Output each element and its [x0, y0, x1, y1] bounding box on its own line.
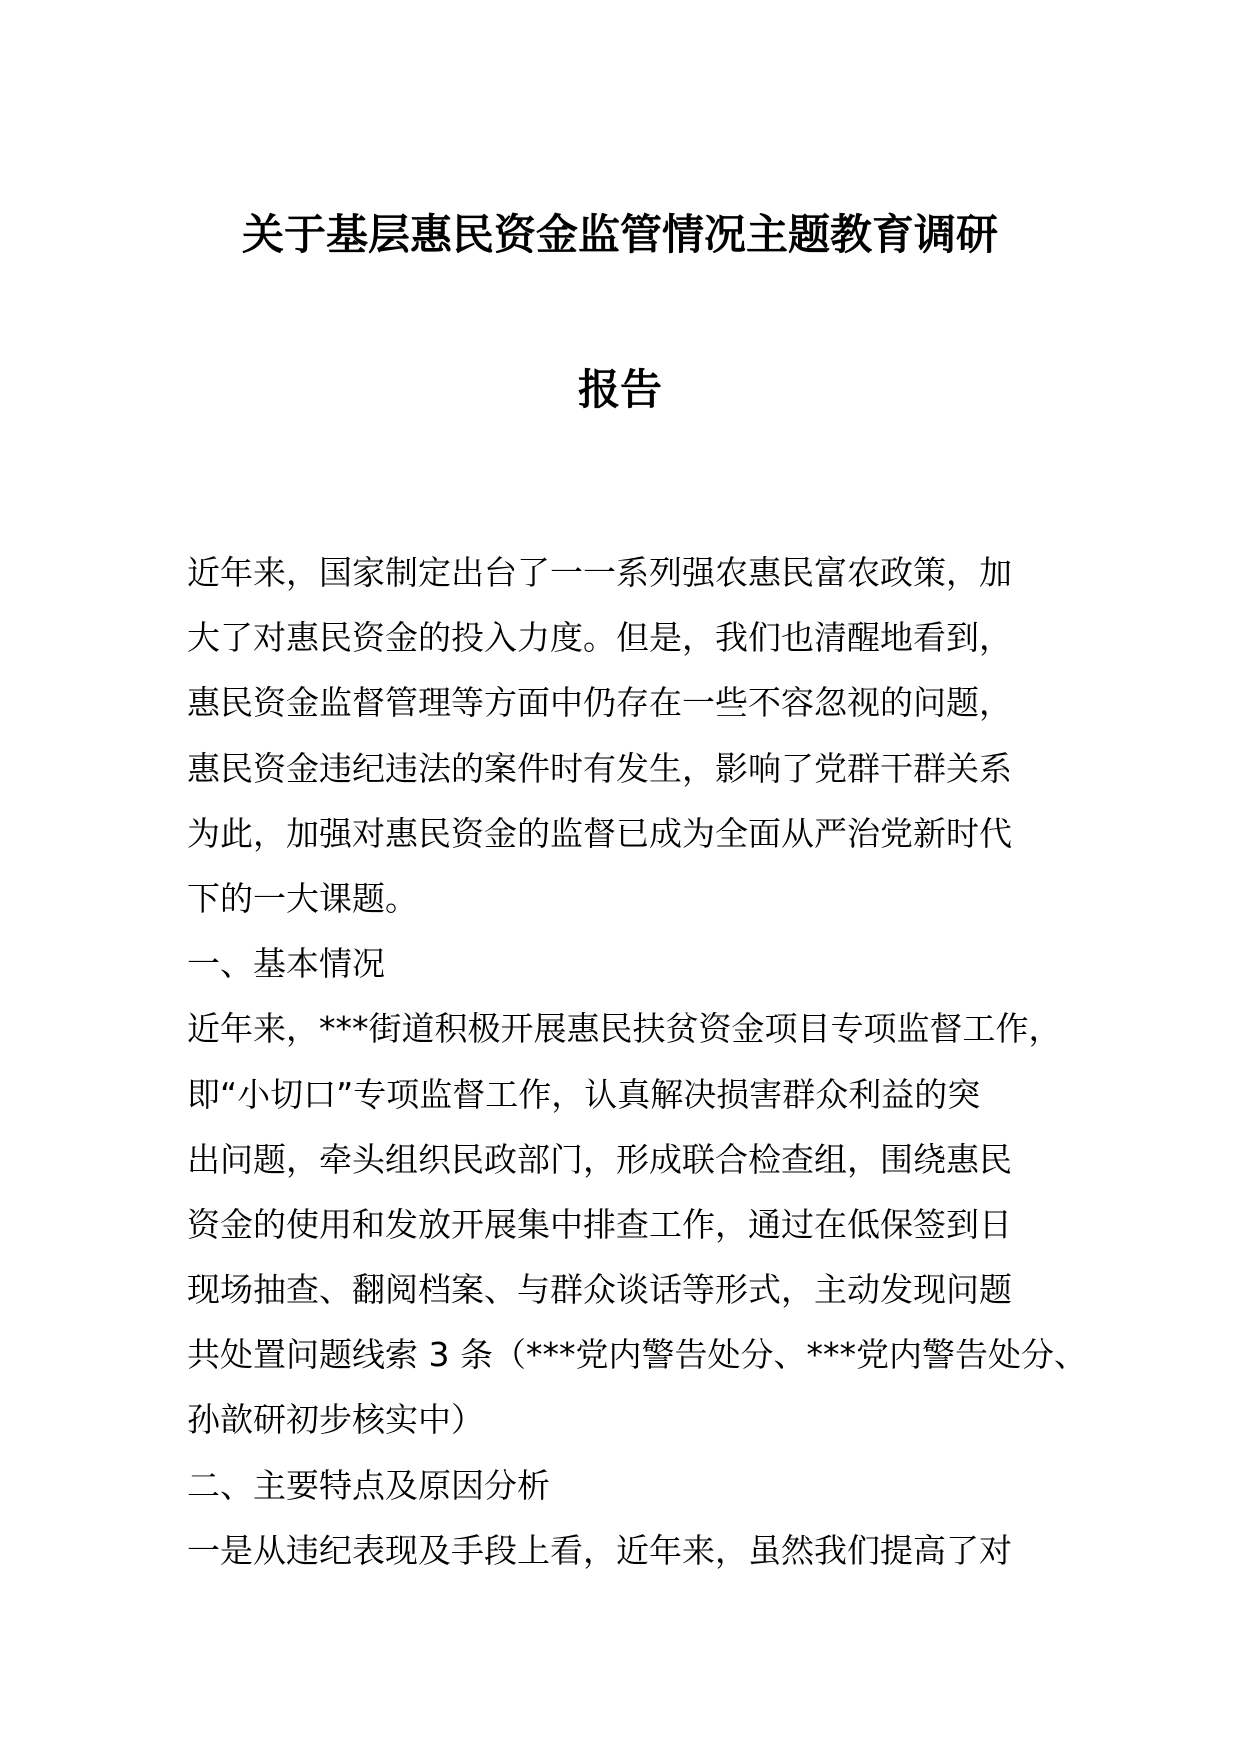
body-line: 即“小切口”专项监督工作，认真解决损害群众利益的突: [187, 1074, 981, 1114]
body-line: 近年来，国家制定出台了一一系列强农惠民富农政策，加: [187, 553, 1012, 592]
document-body: [187, 540, 1087, 1583]
body-line: 一是从违纪表现及手段上看，近年来，虽然我们提高了对: [187, 1530, 1012, 1570]
document-title-line-2: 报告: [577, 365, 662, 414]
body-line: 孙歆研初步核实中）: [187, 1400, 484, 1440]
section-heading: 二、主要特点及原因分析: [187, 1465, 550, 1505]
body-line: 惠民资金监督管理等方面中仍存在一些不容忽视的问题，: [187, 683, 1012, 723]
body-line: 现场抽查、翻阅档案、与群众谈话等形式，主动发现问题: [187, 1270, 1012, 1310]
body-line: 共处置问题线索 3 条（***党内警告处分、***党内警告处分、: [187, 1335, 1087, 1375]
body-line: 为此，加强对惠民资金的监督已成为全面从严治党新时代: [187, 813, 1012, 853]
body-line: 惠民资金违纪违法的案件时有发生，影响了党群干群关系: [187, 748, 1012, 788]
document-title-line-1: 关于基层惠民资金监管情况主题教育调研: [241, 210, 998, 259]
section-heading: 一、基本情况: [187, 944, 385, 984]
body-line: 大了对惠民资金的投入力度。但是，我们也清醒地看到，: [187, 618, 1012, 658]
body-line: 资金的使用和发放开展集中排查工作，通过在低保签到日: [187, 1204, 1012, 1244]
body-line: 出问题，牵头组织民政部门，形成联合检查组，围绕惠民: [187, 1139, 1012, 1179]
body-line: 下的一大课题。: [187, 878, 418, 918]
body-line: 近年来，***街道积极开展惠民扶贫资金项目专项监督工作，: [187, 1009, 1062, 1049]
